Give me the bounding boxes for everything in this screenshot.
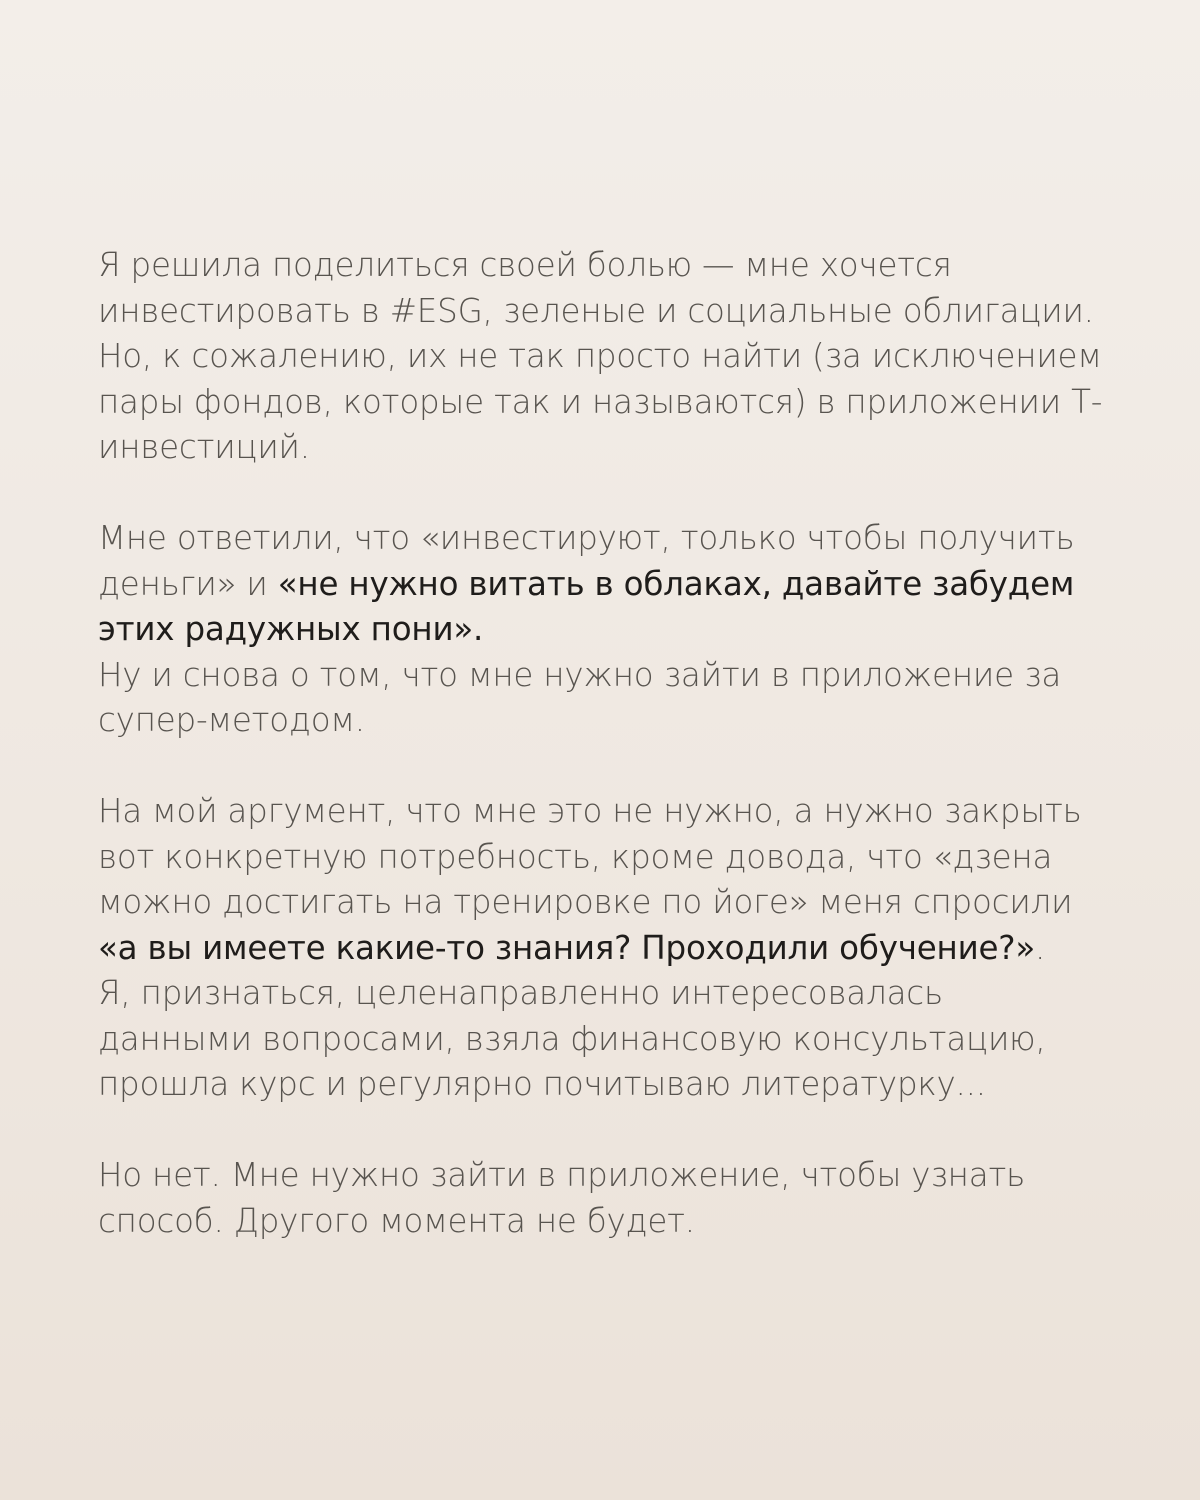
text-line: [98, 562, 1108, 608]
text-line: [98, 1017, 1108, 1063]
text-line: [98, 1199, 1108, 1245]
paragraph-3: [98, 789, 1108, 1108]
text-line: [98, 880, 1108, 926]
text-run: вот конкретную потребность, кроме довода, что «дзена: [98, 837, 1053, 876]
text-run: Но нет. Мне нужно зайти в приложение, чтобы узнать: [98, 1156, 1026, 1194]
text-line: [98, 425, 1108, 471]
text-run: можно достигать на тренировке по йоге» меня спросили: [98, 883, 1073, 921]
paragraph-4: [98, 1153, 1108, 1244]
text-line: [98, 971, 1108, 1017]
text-line: [98, 289, 1108, 335]
text-run: .: [1035, 928, 1046, 967]
paragraph-2: [98, 516, 1108, 744]
text-line: [98, 926, 1108, 972]
text-run: Но, к сожалению, их не так просто найти (за исключением: [98, 337, 1102, 375]
paragraph-1: [98, 243, 1108, 471]
emphasized-quote: этих радужных пони».: [98, 610, 484, 648]
text-run: деньги» и: [98, 564, 278, 603]
text-line: [98, 380, 1108, 426]
text-line: [98, 516, 1108, 562]
text-run: инвестиций.: [98, 428, 310, 466]
text-run: На мой аргумент, что мне это не нужно, а нужно закрыть: [98, 792, 1082, 830]
text-run: Ну и снова о том, что мне нужно зайти в приложение за: [98, 655, 1062, 694]
text-run: Мне ответили, что «инвестируют, только чтобы получить: [98, 519, 1075, 557]
text-run: супер-методом.: [98, 701, 365, 739]
text-run: Я, признаться, целенаправленно интересовалась: [98, 974, 943, 1012]
text-line: [98, 1062, 1108, 1108]
text-run: инвестировать в #ESG, зеленые и социальные облигации.: [98, 291, 1094, 330]
text-line: [98, 607, 1108, 653]
emphasized-quote: «а вы имеете какие-то знания? Проходили обучение?»: [98, 928, 1036, 967]
text-run: прошла курс и регулярно почитываю литературку...: [98, 1065, 986, 1103]
text-line: [98, 334, 1108, 380]
text-line: [98, 1153, 1108, 1199]
emphasized-quote: «не нужно витать в облаках, давайте забудем: [277, 564, 1075, 603]
text-run: Я решила поделиться своей болью — мне хочется: [98, 246, 952, 284]
post-text-body: [98, 243, 1108, 1290]
text-line: [98, 835, 1108, 881]
text-line: [98, 653, 1108, 699]
text-line: [98, 789, 1108, 835]
text-run: способ. Другого момента не будет.: [98, 1201, 695, 1240]
text-run: данными вопросами, взяла финансовую консультацию,: [98, 1019, 1046, 1058]
text-line: [98, 243, 1108, 289]
text-line: [98, 698, 1108, 744]
text-run: пары фондов, которые так и называются) в приложении Т-: [98, 382, 1103, 421]
